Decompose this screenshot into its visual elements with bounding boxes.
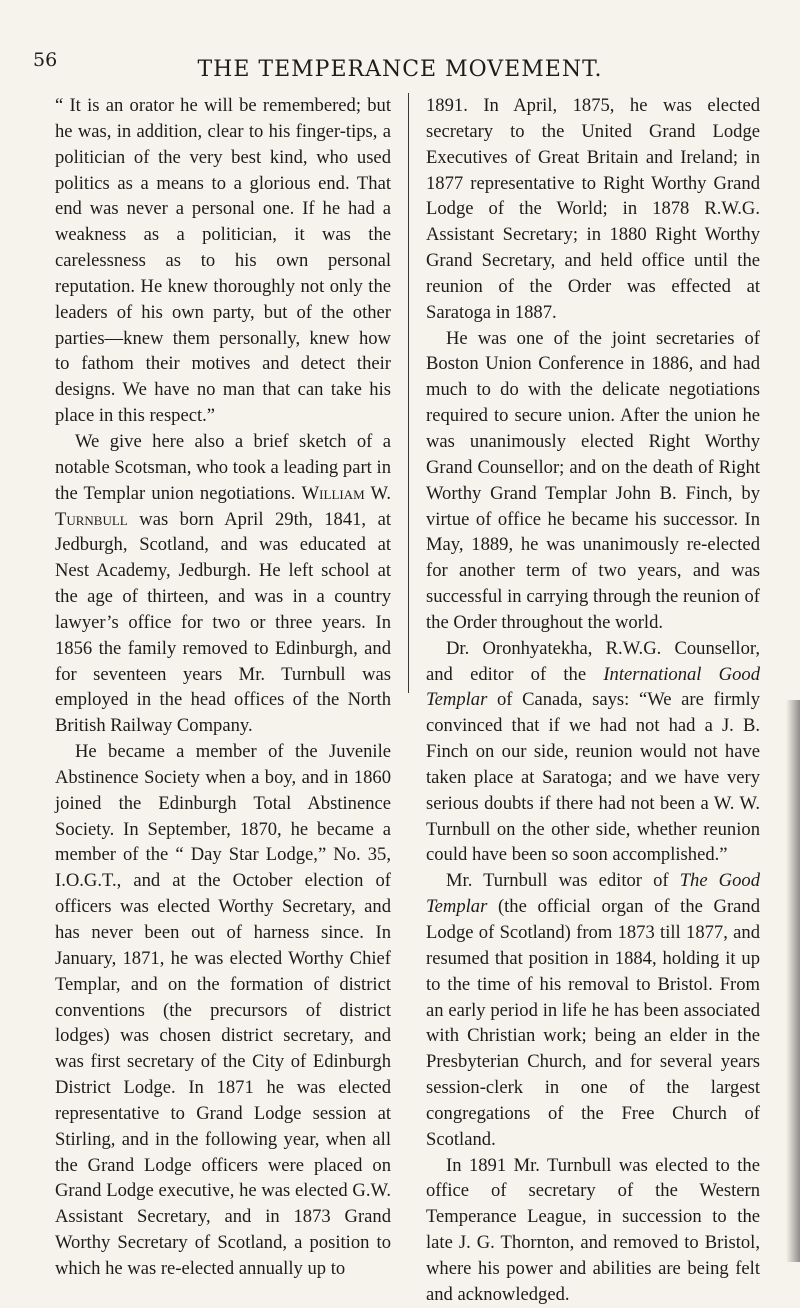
publication-title: International Good Templar (426, 663, 760, 711)
left-column (55, 93, 391, 1282)
page-number: 56 (33, 49, 58, 71)
paragraph-boston-conference: He was one of the joint secretaries of Boston Union Conference in 1886, and had much to do with the delicate negotiations required to secure union. After the union he was unanimously elected Right Worthy Grand Counsellor; and on the death of Right Worthy Grand Templar John B. Finch, by virtue of office he became his successor. In May, 1889, he was unanimously re-elected for another term of two years, and was successful in carrying through the reunion of the Order throughout the world. (426, 327, 760, 633)
text-run: Mr. Turnbull was editor of (446, 870, 680, 892)
text-run: We give here also a brief sketch of a notable Scotsman, who took a leading part in the Templar union negotiations. (55, 430, 391, 504)
paragraph-continuation: 1891. In April, 1875, he was elected secretary to the United Grand Lodge Executives of Great Britain and Ireland; in 1877 representative to Right Worthy Grand Lodge of the World; in 1878 R.W.G. Assistant Secretary; in 1880 Right Worthy Grand Secretary, and held office until the reunion of the Order was effected at Saratoga in 1887. (426, 95, 760, 323)
paragraph-quote: “ It is an orator he will be remembered; but he was, in addition, clear to his finger-tips, a politician of the very best kind, who used politics as a means to a glorious end. That end was never a personal one. If he had a weakness as a politician, it was the carelessness as to his own personal reputation. He knew thoroughly not only the leaders of his own party, but of the other parties—knew them personally, knew how to fathom their motives and detect their designs. We have no man that can take his place in this respect.” (55, 95, 391, 427)
column-divider (408, 93, 409, 693)
text-run: of Canada, says: “We are firmly convinced that if we had not had a J. B. Finch on our side, reunion would not have taken place at Saratoga; and we have very serious doubts if there had not been a W. W. Turnbull on the other side, whether reunion could have been so soon accomplished.” (426, 689, 760, 866)
paragraph-turnbull-intro (55, 429, 391, 739)
paragraph-western-league: In 1891 Mr. Turnbull was elected to the office of secretary of the Western Temperance League, in succession to the late J. G. Thornton, and removed to Bristol, where his power and abilities are being felt and acknowledged. (426, 1154, 760, 1305)
paragraph-abstinence: He became a member of the Juvenile Abstinence Society when a boy, and in 1860 joined the Edinburgh Total Abstinence Society. In September, 1870, he became a member of the “ Day Star Lodge,” No. 35, I.O.G.T., and at the October election of officers was elected Worthy Secretary, and has never been out of harness since. In January, 1871, he was elected Worthy Chief Templar, and on the formation of district conventions (the precursors of district lodges) was chosen district secretary, and was first secretary of the City of Edinburgh District Lodge. In 1871 he was elected representative to Grand Lodge session at Stirling, and in the following year, when all the Grand Lodge officers were placed on Grand Lodge executive, he was elected G.W. Assistant Secretary, and in 1873 Grand Worthy Secretary of Scotland, a position to which he was re-elected annually up to (55, 741, 391, 1279)
text-run: was born April 29th, 1841, at Jedburgh, Scotland, and was educated at Nest Academy, Jedburgh. He left school at the age of thirteen, and was in a country lawyer’s office for two or three years. In 1856 the family removed to Edinburgh, and for seventeen years Mr. Turnbull was employed in the head offices of the North British Railway Company. (55, 508, 391, 737)
running-title: THE TEMPERANCE MOVEMENT. (197, 57, 603, 82)
person-name: William W. Turnbull (55, 482, 391, 530)
right-column (426, 93, 760, 1308)
paragraph-editor (426, 868, 760, 1152)
text-run: Dr. Oronhyatekha, R.W.G. Counsellor, and editor of the (426, 637, 760, 685)
publication-title: The Good Templar (426, 870, 760, 918)
paragraph-oronhyatekha (426, 636, 760, 869)
page-edge-shadow (786, 700, 800, 1262)
text-run: (the official organ of the Grand Lodge of Scotland) from 1873 till 1877, and resumed that position in 1884, holding it up to the time of his removal to Bristol. From an early period in life he has been associated with Christian work; being an elder in the Presbyterian Church, and for several years session-clerk in one of the largest congregations of the Free Church of Scotland. (426, 896, 760, 1150)
